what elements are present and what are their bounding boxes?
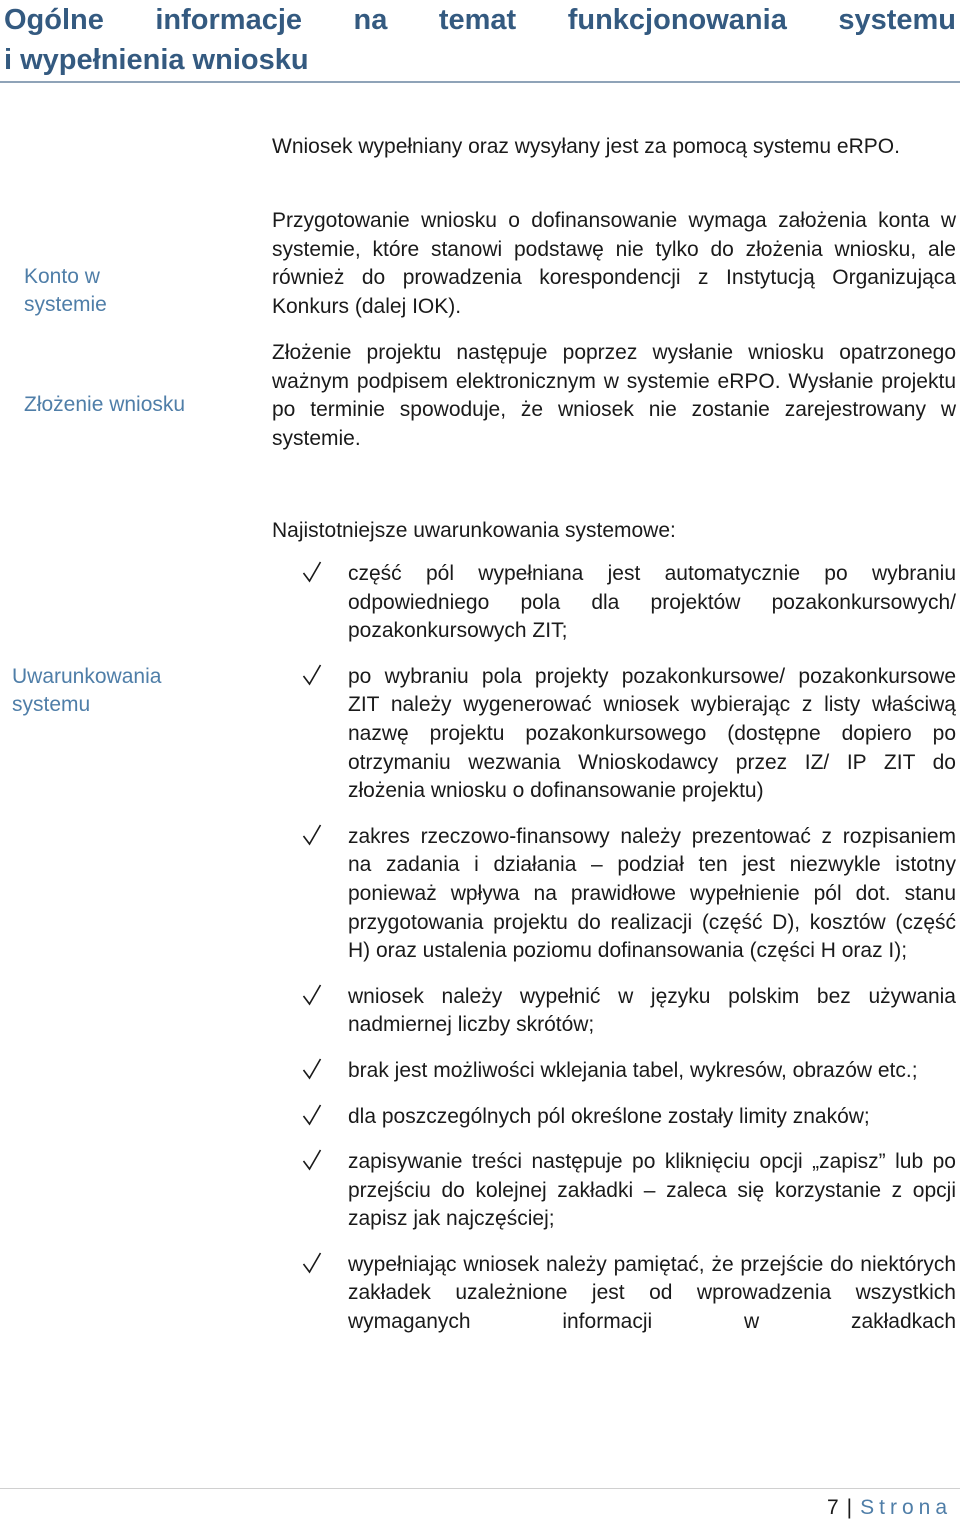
heading-divider bbox=[0, 81, 960, 83]
side-label-uwarunkowania-line-2: systemu bbox=[12, 693, 91, 716]
checkmark-icon bbox=[302, 1148, 322, 1172]
page-title-line-1: Ogólne informacje na temat funkcjonowania systemu bbox=[4, 4, 956, 36]
side-label-konto bbox=[24, 263, 107, 319]
side-label-uwarunkowania bbox=[12, 663, 161, 719]
list-item-text: dla poszczególnych pól określone zostały limity znaków; bbox=[348, 1104, 870, 1128]
checkmark-icon bbox=[302, 983, 322, 1007]
list-item-text: zapisywanie treści następuje po kliknięciu opcji „zapisz” lub po przejściu do kolejnej zakładki – zaleca się korzystanie z opcji zapisz jak najczęściej; bbox=[348, 1150, 956, 1231]
paragraph-uwarunkowania-intro: Najistotniejsze uwarunkowania systemowe: bbox=[272, 519, 676, 542]
list-item-text: część pól wypełniana jest automatycznie po wybraniu odpowiedniego pola dla projektów pozakonkursowych/ pozakonkursowych ZIT; bbox=[348, 562, 956, 643]
list-item bbox=[302, 983, 956, 1040]
list-item bbox=[302, 1103, 956, 1132]
list-item-text: po wybraniu pola projekty pozakonkursowe/ pozakonkursowe ZIT należy wygenerować wniosek wybierając z listy właściwą nazwę projektu pozakonkursowego (dostępne dopiero po otrzymaniu wezwania Wnioskodawcy przez IZ/ IP ZIT do złożenia wniosku o dofinansowanie projektu) bbox=[348, 664, 956, 803]
checkmark-icon bbox=[302, 560, 322, 584]
side-label-uwarunkowania-line-1: Uwarunkowania bbox=[12, 665, 162, 688]
list-item bbox=[302, 560, 956, 646]
page-number: 7 bbox=[826, 1496, 839, 1519]
checkmark-icon bbox=[302, 663, 322, 687]
list-item bbox=[302, 1148, 956, 1234]
page-footer bbox=[827, 1494, 952, 1522]
paragraph-wniosek-erpo: Wniosek wypełniany oraz wysyłany jest za pomocą systemu eRPO. bbox=[272, 135, 900, 158]
list-item bbox=[302, 663, 956, 806]
paragraph-konto: Przygotowanie wniosku o dofinansowanie wymaga założenia konta w systemie, które stanowi podstawę nie tylko do złożenia wniosku, ale również do prowadzenia korespondencji z Instytucją Organizująca Konkurs (dalej IOK). bbox=[272, 209, 956, 318]
checkmark-icon bbox=[302, 1103, 322, 1127]
checkmark-icon bbox=[302, 1057, 322, 1081]
checkmark-icon bbox=[302, 823, 322, 847]
footer-separator: | bbox=[846, 1496, 853, 1519]
page-label: Strona bbox=[860, 1496, 952, 1519]
list-item-text: wniosek należy wypełnić w języku polskim bez używania nadmiernej liczby skrótów; bbox=[348, 984, 956, 1037]
list-item-text: zakres rzeczowo-finansowy należy prezentować z rozpisaniem na zadania i działania – podział ten jest niezwykle istotny ponieważ wpływa na prawidłowe wypełnienie pól dot. stanu przygotowania projektu do realizacji (część D), kosztów (część H) oraz ustalenia poziomu dofinansowania (części H oraz I); bbox=[348, 824, 956, 963]
list-item bbox=[302, 823, 956, 966]
list-item-text: wypełniając wniosek należy pamiętać, że przejście do niektórych zakładek uzależnione jest od wprowadzenia wszystkich wymaganych informacji w zakładkach bbox=[348, 1252, 956, 1334]
paragraph-zlozenie: Złożenie projektu następuje poprzez wysłanie wniosku opatrzonego ważnym podpisem elektronicznym w systemie eRPO. Wysłanie projektu po terminie spowoduje, że wniosek nie zostanie zarejestrowany w systemie. bbox=[272, 341, 956, 450]
footer-divider bbox=[0, 1488, 960, 1489]
checkmark-icon bbox=[302, 1251, 322, 1275]
list-item-text: brak jest możliwości wklejania tabel, wykresów, obrazów etc.; bbox=[348, 1058, 918, 1082]
list-item bbox=[302, 1251, 956, 1337]
list-item bbox=[302, 1057, 956, 1086]
requirements-list bbox=[302, 560, 956, 1337]
side-label-konto-line-1: Konto w bbox=[24, 265, 100, 288]
page-title bbox=[4, 0, 956, 80]
side-label-konto-line-2: systemie bbox=[24, 293, 107, 316]
side-label-zlozenie: Złożenie wniosku bbox=[24, 393, 186, 416]
page-title-line-2: i wypełnienia wniosku bbox=[4, 44, 309, 76]
